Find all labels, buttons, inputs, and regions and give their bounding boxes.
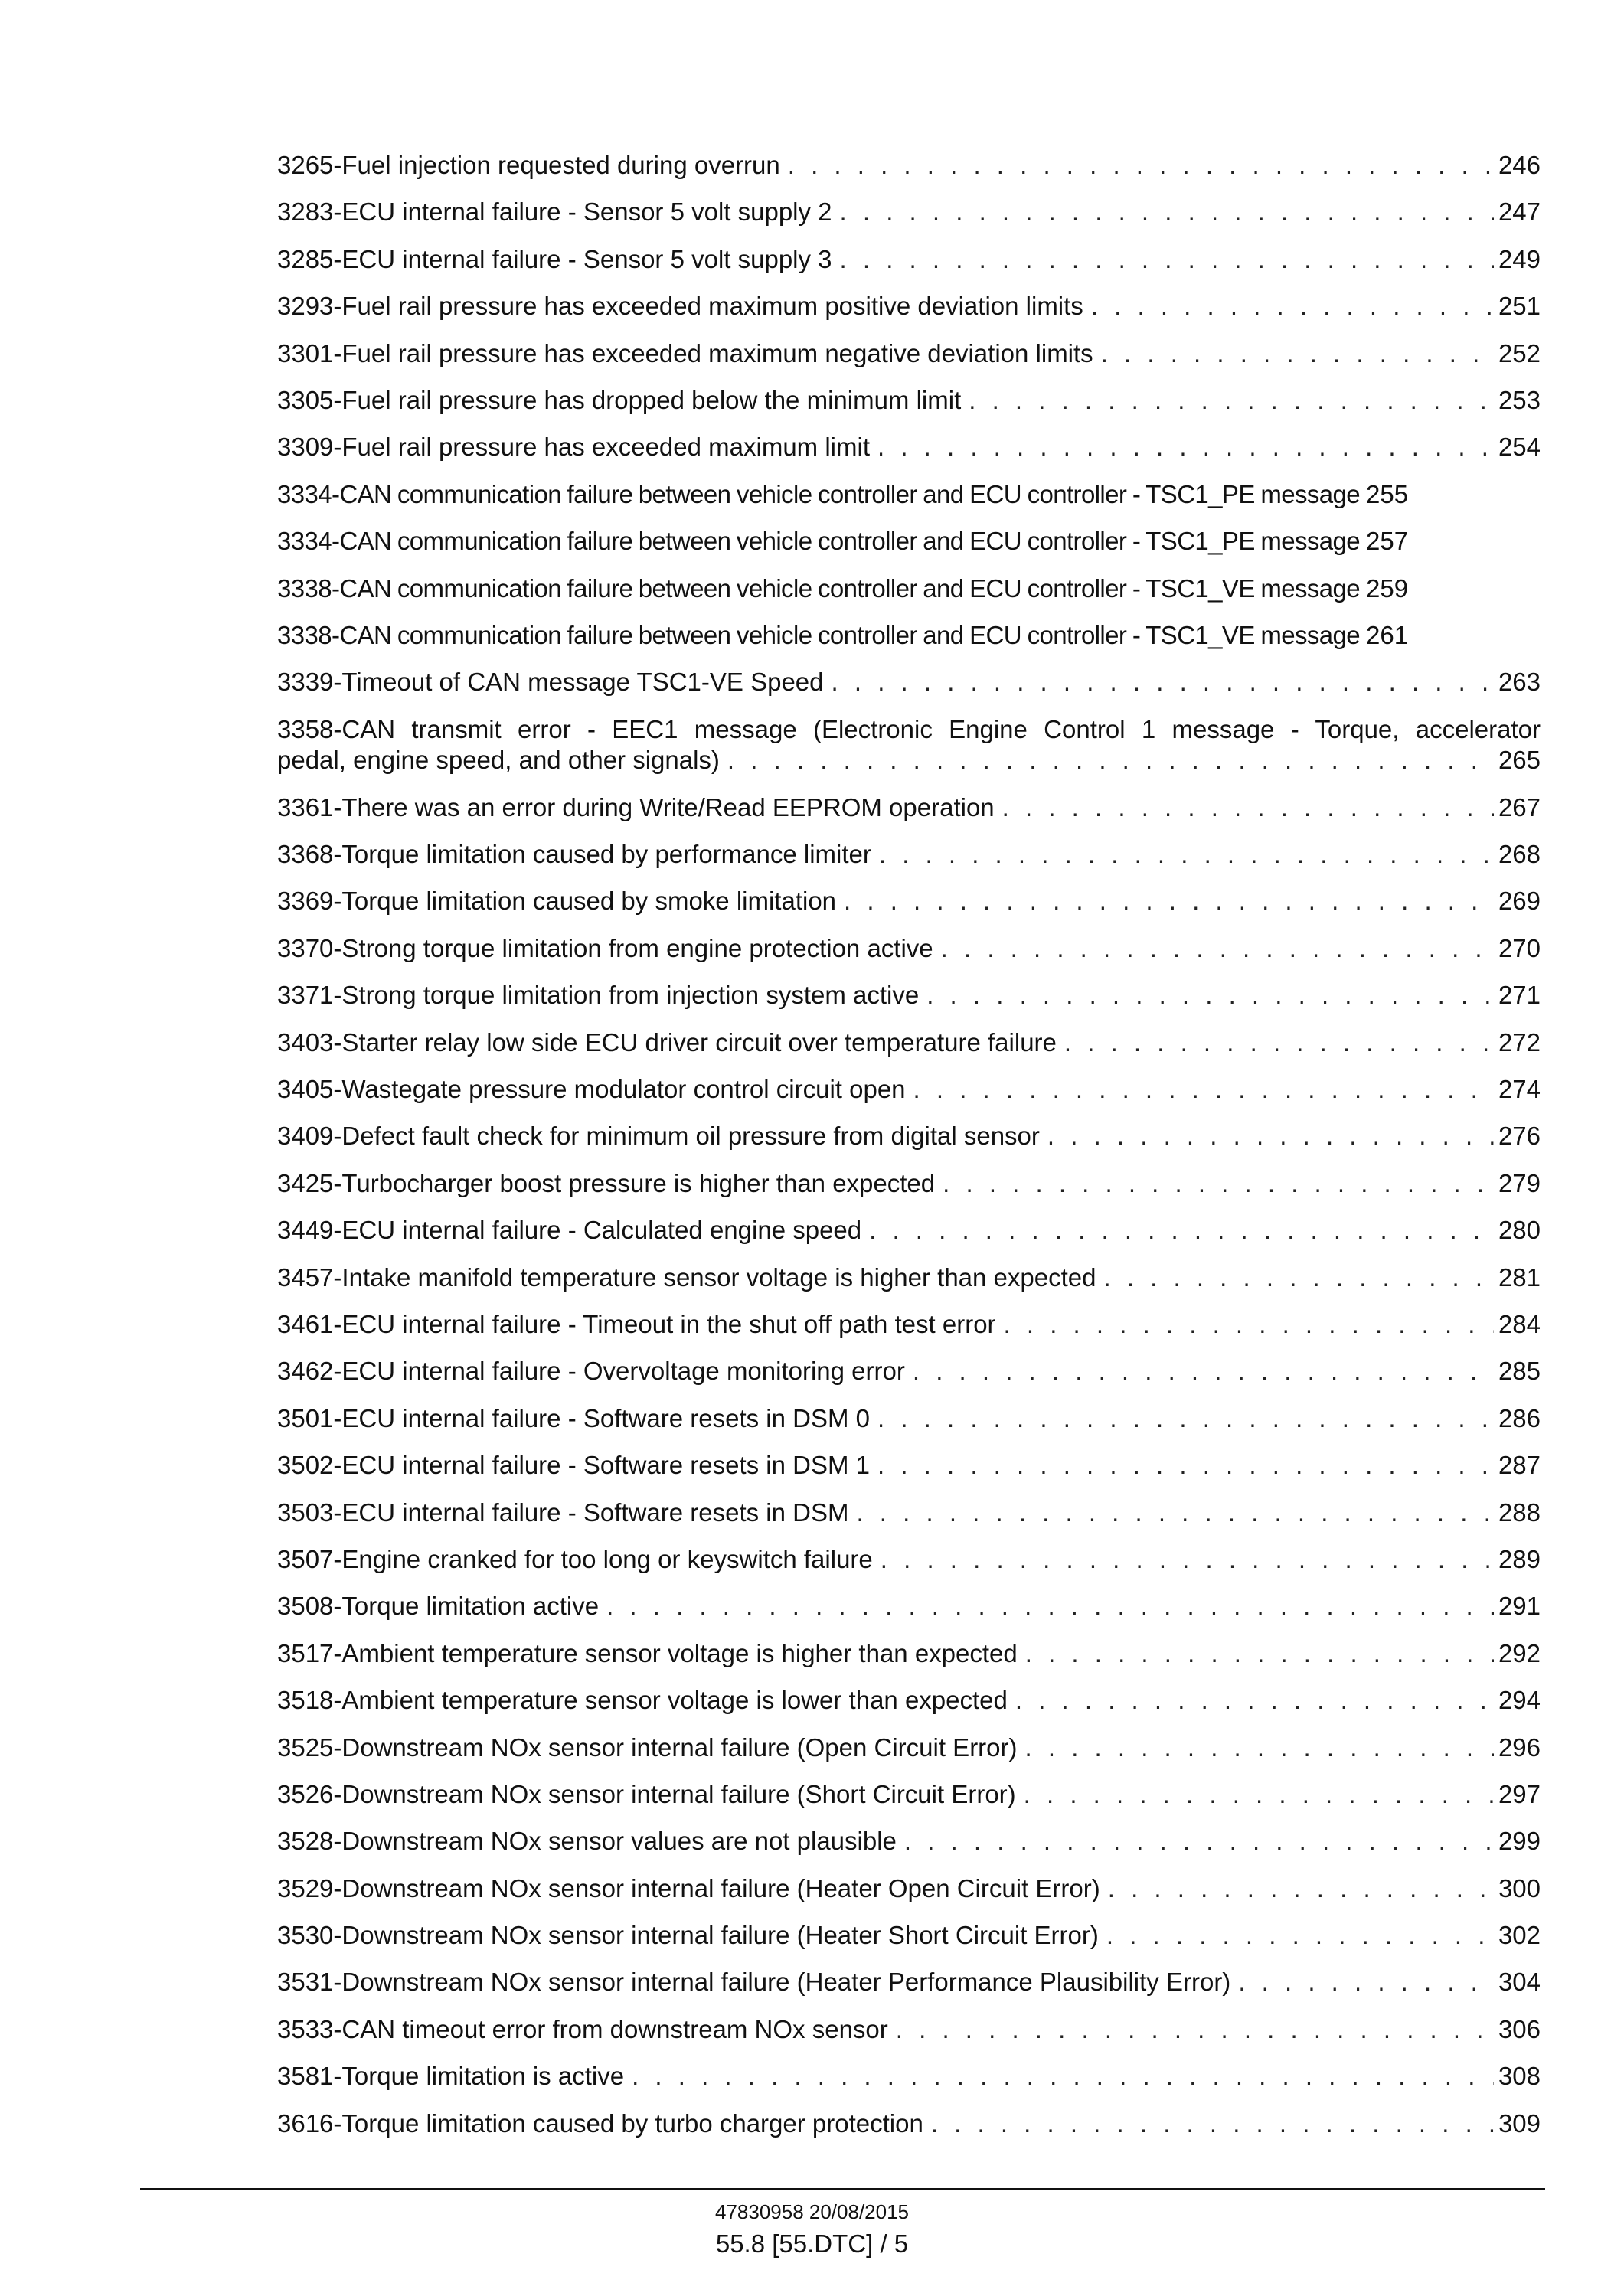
- toc-entry-title: 3371-Strong torque limitation from injection system active: [277, 981, 920, 1010]
- toc-entry[interactable]: [277, 1074, 1541, 1121]
- toc-entry-page: 300: [1498, 1873, 1541, 1902]
- toc-entry-title: 3339-Timeout of CAN message TSC1-VE Speed: [277, 668, 824, 697]
- toc-entry-title: 3285-ECU internal failure - Sensor 5 volt supply 3: [277, 244, 832, 273]
- toc-entry[interactable]: [277, 1779, 1541, 1826]
- leader-dots: [877, 1403, 1494, 1434]
- toc-entry[interactable]: [277, 291, 1541, 338]
- toc-entry-title: pedal, engine speed, and other signals): [277, 745, 720, 774]
- leader-dots: [881, 1544, 1494, 1575]
- toc-entry[interactable]: [277, 839, 1541, 886]
- toc-entry[interactable]: [277, 338, 1541, 385]
- toc-entry-title: 3462-ECU internal failure - Overvoltage monitoring error: [277, 1357, 905, 1386]
- leader-dots: [1106, 1920, 1494, 1951]
- toc-entry-page: 306: [1498, 2014, 1541, 2043]
- toc-entry-page: 246: [1498, 151, 1541, 179]
- toc-entry-page: 289: [1498, 1544, 1541, 1573]
- toc-entry-title: 3457-Intake manifold temperature sensor voltage is higher than expected: [277, 1262, 1096, 1292]
- toc-entry[interactable]: [277, 933, 1541, 980]
- document-reference: 47830958 20/08/2015: [714, 2200, 910, 2223]
- toc-entry-page: 253: [1498, 385, 1541, 414]
- leader-dots: [1238, 1967, 1494, 1997]
- toc-entry-title: 3502-ECU internal failure - Software resets in DSM 1: [277, 1451, 870, 1480]
- toc-entry[interactable]: [277, 980, 1541, 1027]
- toc-entry-title: 3301-Fuel rail pressure has exceeded maximum negative deviation limits: [277, 338, 1093, 367]
- leader-dots: [1025, 1638, 1494, 1669]
- leader-dots: [856, 1497, 1493, 1528]
- leader-dots: [904, 1826, 1494, 1857]
- toc-entry[interactable]: [277, 2061, 1541, 2108]
- toc-entry[interactable]: [277, 197, 1541, 243]
- toc-entry-page: 279: [1498, 1168, 1541, 1197]
- toc-entry[interactable]: [277, 432, 1541, 478]
- toc-entry-title: 3334-CAN communication failure between vehicle controller and ECU controller - TSC1_PE message: [277, 479, 1361, 508]
- toc-entry-title: 3305-Fuel rail pressure has dropped below the minimum limit: [277, 385, 962, 414]
- leader-dots: [877, 432, 1494, 462]
- toc-entry-title: 3530-Downstream NOx sensor internal failure (Heater Short Circuit Error): [277, 1921, 1099, 1950]
- leader-dots: [869, 1215, 1494, 1246]
- toc-entry-title: 3531-Downstream NOx sensor internal failure (Heater Performance Plausibility Error): [277, 1968, 1231, 1997]
- leader-dots: [879, 839, 1494, 870]
- toc-entry-title: 3529-Downstream NOx sensor internal failure (Heater Open Circuit Error): [277, 1873, 1100, 1902]
- toc-entry-page: 302: [1498, 1921, 1541, 1950]
- toc-entry[interactable]: [277, 1873, 1541, 1920]
- toc-entry-title: 3403-Starter relay low side ECU driver circuit over temperature failure: [277, 1027, 1057, 1057]
- toc-entry[interactable]: [277, 573, 1541, 620]
- leader-dots: [913, 1356, 1494, 1386]
- toc-entry-title: 3369-Torque limitation caused by smoke limitation: [277, 887, 837, 916]
- toc-entry-title: 3518-Ambient temperature sensor voltage is lower than expected: [277, 1686, 1008, 1715]
- toc-entry-page: 292: [1498, 1638, 1541, 1667]
- leader-dots: [969, 385, 1494, 416]
- leader-dots: [1047, 1121, 1494, 1151]
- toc-entry-page: 281: [1498, 1262, 1541, 1292]
- toc-entry-page: 276: [1498, 1122, 1541, 1151]
- toc-entry[interactable]: [277, 1591, 1541, 1638]
- toc-entry-page: 291: [1498, 1592, 1541, 1621]
- toc-entry-page: 304: [1498, 1968, 1541, 1997]
- toc-entry-title: 3528-Downstream NOx sensor values are not plausible: [277, 1827, 897, 1856]
- leader-dots: [1004, 1309, 1494, 1340]
- leader-dots: [1064, 1027, 1494, 1058]
- toc-entry-title: 3525-Downstream NOx sensor internal failure (Open Circuit Error): [277, 1733, 1018, 1762]
- leader-dots: [1091, 291, 1494, 322]
- toc-entry-title: 3409-Defect fault check for minimum oil pressure from digital sensor: [277, 1122, 1040, 1151]
- toc-entry-page: 263: [1498, 668, 1541, 697]
- toc-entry-page: 247: [1498, 198, 1541, 227]
- toc-entry-page: 286: [1498, 1403, 1541, 1432]
- toc-entry-page: 255: [1366, 479, 1409, 508]
- toc-entry-page: 254: [1498, 433, 1541, 462]
- toc-entry[interactable]: [277, 1450, 1541, 1497]
- toc-entry-page: 296: [1498, 1733, 1541, 1762]
- leader-dots: [832, 667, 1494, 697]
- toc-entry[interactable]: [277, 1544, 1541, 1591]
- toc-entry[interactable]: [277, 667, 1541, 714]
- toc-entry-title: 3503-ECU internal failure - Software resets in DSM: [277, 1497, 849, 1527]
- toc-entry-page: 285: [1498, 1357, 1541, 1386]
- toc-entry[interactable]: [277, 1027, 1541, 1074]
- toc-entry-page: 257: [1366, 527, 1409, 556]
- toc-entry[interactable]: [277, 1121, 1541, 1168]
- leader-dots: [1108, 1873, 1494, 1904]
- toc-entry[interactable]: [277, 620, 1541, 667]
- toc-entry-title: 3616-Torque limitation caused by turbo charger protection: [277, 2108, 923, 2138]
- toc-entry[interactable]: [277, 1638, 1541, 1685]
- toc-entry[interactable]: [277, 1215, 1541, 1262]
- leader-dots: [727, 745, 1494, 776]
- toc-entry-page: 271: [1498, 981, 1541, 1010]
- toc-entry-title: 3507-Engine cranked for too long or keyswitch failure: [277, 1544, 873, 1573]
- toc-entry[interactable]: [277, 1356, 1541, 1403]
- leader-dots: [632, 2061, 1494, 2092]
- toc-entry-title: 3338-CAN communication failure between vehicle controller and ECU controller - TSC1_VE message: [277, 573, 1361, 603]
- leader-dots: [943, 1168, 1494, 1199]
- toc-entry[interactable]: [277, 244, 1541, 291]
- toc-entry-title: 3338-CAN communication failure between vehicle controller and ECU controller - TSC1_VE message: [277, 620, 1361, 649]
- leader-dots: [1024, 1779, 1494, 1810]
- leader-dots: [840, 244, 1494, 275]
- toc-entry[interactable]: [277, 1403, 1541, 1450]
- toc-entry-title: 3361-There was an error during Write/Read EEPROM operation: [277, 792, 995, 821]
- leader-dots: [844, 886, 1494, 916]
- leader-dots: [1025, 1733, 1494, 1763]
- footer-divider: [140, 2188, 1545, 2190]
- leader-dots: [913, 1074, 1494, 1105]
- leader-dots: [1101, 338, 1494, 369]
- toc-entry-title: 3501-ECU internal failure - Software resets in DSM 0: [277, 1403, 870, 1432]
- toc-entry[interactable]: [277, 1920, 1541, 1967]
- toc-entry-page: 287: [1498, 1451, 1541, 1480]
- toc-entry[interactable]: [277, 150, 1541, 197]
- leader-dots: [1015, 1685, 1494, 1716]
- toc-entry-title: 3508-Torque limitation active: [277, 1592, 600, 1621]
- toc-entry-page: 274: [1498, 1075, 1541, 1104]
- toc-entry[interactable]: [277, 385, 1541, 432]
- toc-entry[interactable]: [277, 1685, 1541, 1732]
- toc-entry-title: 3293-Fuel rail pressure has exceeded maximum positive deviation limits: [277, 292, 1083, 321]
- toc-entry[interactable]: [277, 1497, 1541, 1544]
- toc-entry-page: 280: [1498, 1216, 1541, 1245]
- toc-entry-title: 3405-Wastegate pressure modulator control circuit open: [277, 1075, 906, 1104]
- leader-dots: [926, 980, 1494, 1011]
- toc-entry-page: 261: [1366, 620, 1409, 649]
- toc-entry-page: 270: [1498, 933, 1541, 962]
- leader-dots: [606, 1591, 1494, 1622]
- toc-entry-page: 294: [1498, 1686, 1541, 1715]
- leader-dots: [931, 2108, 1494, 2139]
- leader-dots: [788, 150, 1494, 181]
- toc-entry[interactable]: [277, 2108, 1541, 2155]
- leader-dots: [1002, 792, 1494, 823]
- toc-entry-page: 267: [1498, 792, 1541, 821]
- toc-entry[interactable]: [277, 1967, 1541, 2013]
- toc-entry[interactable]: [277, 886, 1541, 932]
- toc-entry-title: 3449-ECU internal failure - Calculated engine speed: [277, 1216, 862, 1245]
- toc-entry-title: 3370-Strong torque limitation from engine protection active: [277, 933, 933, 962]
- toc-entry-page: 269: [1498, 887, 1541, 916]
- toc-entry-title: 3425-Turbocharger boost pressure is higher than expected: [277, 1168, 936, 1197]
- table-of-contents: [277, 150, 1541, 2155]
- toc-entry-page: 284: [1498, 1309, 1541, 1338]
- toc-entry-title: 3283-ECU internal failure - Sensor 5 volt supply 2: [277, 198, 832, 227]
- toc-entry-title: 3368-Torque limitation caused by performance limiter: [277, 840, 871, 869]
- leader-dots: [896, 2014, 1494, 2045]
- toc-entry[interactable]: [277, 1262, 1541, 1309]
- toc-entry[interactable]: [277, 792, 1541, 839]
- toc-entry[interactable]: [277, 1733, 1541, 1779]
- toc-entry[interactable]: [277, 479, 1541, 526]
- toc-entry-title: 3581-Torque limitation is active: [277, 2062, 625, 2091]
- toc-entry-title-line1: 3358-CAN transmit error - EEC1 message (Electronic Engine Control 1 message - Torque, accelerator: [277, 714, 1541, 743]
- toc-entry-page: 259: [1366, 573, 1409, 603]
- toc-entry-page: 309: [1498, 2108, 1541, 2138]
- toc-entry[interactable]: [277, 1168, 1541, 1215]
- toc-entry[interactable]: [277, 714, 1541, 792]
- toc-entry-page: 297: [1498, 1779, 1541, 1808]
- toc-entry-page: 252: [1498, 338, 1541, 367]
- toc-entry-page: 272: [1498, 1027, 1541, 1057]
- toc-entry[interactable]: [277, 1309, 1541, 1356]
- toc-entry[interactable]: [277, 1826, 1541, 1873]
- toc-entry[interactable]: [277, 526, 1541, 573]
- toc-entry-title: 3461-ECU internal failure - Timeout in the shut off path test error: [277, 1309, 996, 1338]
- toc-entry-title: 3533-CAN timeout error from downstream NOx sensor: [277, 2014, 888, 2043]
- toc-entry-page: 299: [1498, 1827, 1541, 1856]
- leader-dots: [941, 933, 1494, 964]
- toc-entry-page: 251: [1498, 292, 1541, 321]
- toc-entry-title: 3517-Ambient temperature sensor voltage is higher than expected: [277, 1638, 1018, 1667]
- toc-entry-title: 3309-Fuel rail pressure has exceeded maximum limit: [277, 433, 870, 462]
- toc-entry-title: 3526-Downstream NOx sensor internal failure (Short Circuit Error): [277, 1779, 1016, 1808]
- toc-entry-page: 308: [1498, 2062, 1541, 2091]
- toc-entry-title: 3265-Fuel injection requested during overrun: [277, 151, 780, 179]
- toc-entry-page: 268: [1498, 840, 1541, 869]
- toc-entry[interactable]: [277, 2014, 1541, 2061]
- leader-dots: [840, 197, 1494, 227]
- toc-entry-page: 288: [1498, 1497, 1541, 1527]
- leader-dots: [1104, 1262, 1494, 1293]
- page-number: 55.8 [55.DTC] / 5: [715, 2229, 909, 2258]
- toc-entry-page: 249: [1498, 244, 1541, 273]
- toc-entry-page: 265: [1498, 745, 1541, 774]
- leader-dots: [877, 1450, 1494, 1481]
- toc-entry-title: 3334-CAN communication failure between vehicle controller and ECU controller - TSC1_PE message: [277, 527, 1361, 556]
